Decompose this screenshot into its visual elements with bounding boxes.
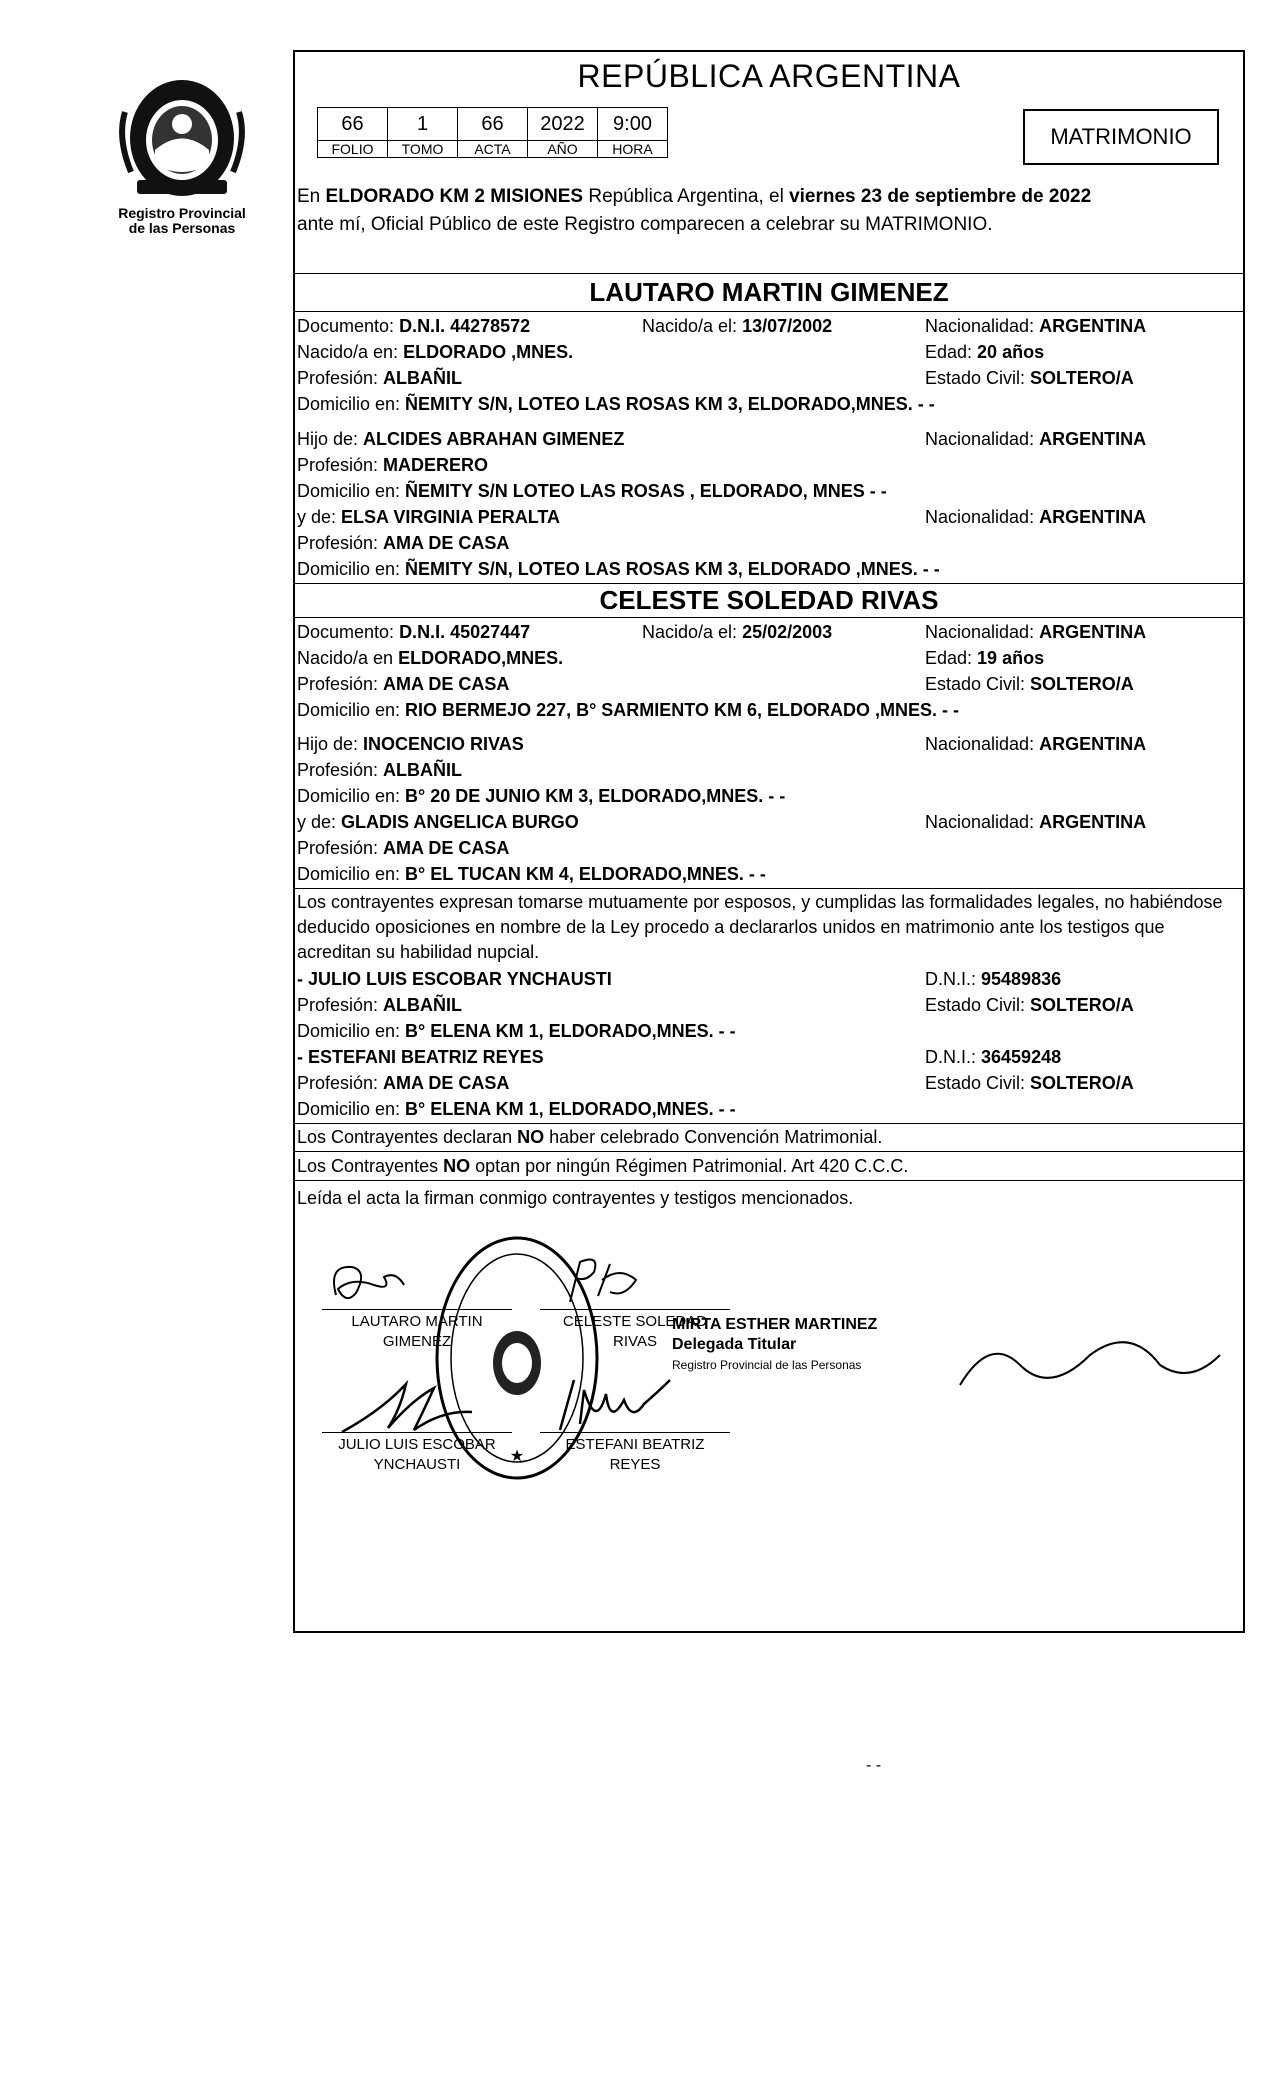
province-logo [110,72,254,236]
spouse1-row-birthplace [297,339,1243,365]
witness1-row-name [297,966,1243,992]
convention-row [297,1124,1243,1150]
spouse2-birthdate: 25/02/2003 [742,622,833,642]
spouse2-civil-status: SOLTERO/A [1030,674,1134,694]
sig-name-l1: CELESTE SOLEDAD [562,1313,708,1330]
spouse1-row-father-addr [297,478,1243,504]
regime-no: NO [443,1156,471,1176]
label: Profesión: [297,1073,384,1093]
label: Domicilio en: [297,864,406,884]
convention-t1: Los Contrayentes declaran [297,1127,518,1147]
official-signature [672,1315,877,1375]
label: Domicilio en: [297,394,406,414]
spouse2-birthplace: ELDORADO,MNES. [398,648,564,668]
witness2-name: - ESTEFANI BEATRIZ REYES [297,1047,544,1067]
witness2-dni: 36459248 [981,1047,1062,1067]
label: Nacionalidad: [925,507,1040,527]
spouse1-name: LAUTARO MARTIN GIMENEZ [589,277,949,307]
spouse1-father-address: ÑEMITY S/N LOTEO LAS ROSAS , ELDORADO, MNES - - [405,481,887,501]
label: Estado Civil: [925,1073,1031,1093]
label: Nacido/a el: [642,316,743,336]
label: Estado Civil: [925,368,1031,388]
divider [295,1180,1243,1181]
label: Hijo de: [297,429,364,449]
spouse2-nationality: ARGENTINA [1039,622,1147,642]
folio-label: FOLIO [318,141,388,158]
witness2-address: B° ELENA KM 1, ELDORADO,MNES. - - [405,1099,736,1119]
spouse2-address: RIO BERMEJO 227, B° SARMIENTO KM 6, ELDORADO ,MNES. - - [405,700,959,720]
spouse1-row-mother-addr [297,556,1243,582]
acta-value: 66 [458,108,528,141]
divider [295,583,1243,584]
regime-t1: Los Contrayentes [297,1156,444,1176]
spouse2-mother-nationality: ARGENTINA [1039,812,1147,832]
spouse2-name: CELESTE SOLEDAD RIVAS [599,585,939,615]
spouse2-row-father [297,731,1243,757]
witness1-civil-status: SOLTERO/A [1030,995,1134,1015]
label: Profesión: [297,455,384,475]
spouse1-mother-address: ÑEMITY S/N, LOTEO LAS ROSAS KM 3, ELDORADO ,MNES. - - [405,559,940,579]
spouse1-dni: D.N.I. 44278572 [399,316,531,336]
spouse2-row-birthplace [297,645,1243,671]
spouse2-father-nationality: ARGENTINA [1039,734,1147,754]
acta-label: ACTA [458,141,528,158]
witness2-row-prof [297,1070,1243,1096]
registry-name [110,206,254,236]
spouse1-mother: ELSA VIRGINIA PERALTA [341,507,561,527]
official-office: Registro Provincial de las Personas [672,1358,862,1372]
sig-name-l1: LAUTARO MARTIN [351,1313,483,1330]
spouse1-civil-status: SOLTERO/A [1030,368,1134,388]
intro-line2: ante mí, Oficial Público de este Registro comparecen a celebrar su MATRIMONIO. [297,214,993,235]
spouse1-row-addr [297,391,1243,417]
witness2-profession: AMA DE CASA [383,1073,510,1093]
spouse1-address: ÑEMITY S/N, LOTEO LAS ROSAS KM 3, ELDORADO,MNES. - - [405,394,935,414]
label: Documento: [297,316,400,336]
spouse2-father: INOCENCIO RIVAS [363,734,524,754]
sig-name-l2: YNCHAUSTI [373,1456,461,1473]
label: Domicilio en: [297,481,406,501]
hour-value: 9:00 [598,108,668,141]
spouse1-row-doc [297,313,1243,339]
signature-official-icon [950,1325,1230,1405]
spouse1-mother-nationality: ARGENTINA [1039,507,1147,527]
spouse1-nationality: ARGENTINA [1039,316,1147,336]
label: Nacionalidad: [925,622,1040,642]
witness2-civil-status: SOLTERO/A [1030,1073,1134,1093]
closing-text: Leída el acta la firman conmigo contrayentes y testigos mencionados. [297,1188,854,1208]
witness1-dni: 95489836 [981,969,1062,989]
year-label: AÑO [528,141,598,158]
sig-name-l1: ESTEFANI BEATRIZ [565,1436,705,1453]
label: Documento: [297,622,400,642]
spouse2-profession: AMA DE CASA [383,674,510,694]
label: Profesión: [297,760,384,780]
spouse2-mother-profession: AMA DE CASA [383,838,510,858]
label: D.N.I.: [925,1047,982,1067]
label: y de: [297,507,342,527]
witness1-row-addr [297,1018,1243,1044]
spouse2-mother-address: B° EL TUCAN KM 4, ELDORADO,MNES. - - [405,864,766,884]
regime-t2: optan por ningún Régimen Patrimonial. Art 420 C.C.C. [470,1156,909,1176]
folio-value: 66 [318,108,388,141]
label: Estado Civil: [925,995,1031,1015]
regime-row [297,1153,1243,1179]
document-type: MATRIMONIO [1023,109,1219,165]
sig-name-l1: JULIO LUIS ESCOBAR [338,1436,496,1453]
convention-no: NO [517,1127,545,1147]
label: Estado Civil: [925,674,1031,694]
registry-stamp-icon [432,1233,602,1483]
spouse1-birthdate: 13/07/2002 [742,316,833,336]
intro-t1: En [297,186,326,207]
witness1-name: - JULIO LUIS ESCOBAR YNCHAUSTI [297,969,612,989]
label: Edad: [925,342,978,362]
spouse2-father-profession: ALBAÑIL [383,760,463,780]
register-table [317,107,668,158]
label: Profesión: [297,838,384,858]
year-value: 2022 [528,108,598,141]
intro-t2: República Argentina, el [583,186,790,207]
spouse1-row-mother-prof [297,530,1243,556]
declaration-text: Los contrayentes expresan tomarse mutuamente por esposos, y cumplidas las formalidades legales, no habiéndose deducido oposiciones en nombre de la Ley procedo a declararlos unidos en matrimonio ante los testigos que acreditan su habilidad nupcial. [297,892,1223,962]
spouse1-mother-profession: AMA DE CASA [383,533,510,553]
registry-line-1: Registro Provincial [118,205,246,221]
spouse1-row-prof [297,365,1243,391]
label: Edad: [925,648,978,668]
spouse2-dni: D.N.I. 45027447 [399,622,531,642]
intro-date: viernes 23 de septiembre de 2022 [789,186,1092,207]
label: Nacionalidad: [925,812,1040,832]
official-name: MIRTA ESTHER MARTINEZ [672,1316,878,1333]
witness1-row-prof [297,992,1243,1018]
registry-line-2: de las Personas [128,220,236,236]
spouse2-row-father-addr [297,783,1243,809]
intro-place: ELDORADO KM 2 MISIONES [325,186,584,207]
label: Profesión: [297,368,384,388]
label: Domicilio en: [297,559,406,579]
label: Profesión: [297,674,384,694]
label: Nacionalidad: [925,429,1040,449]
convention-t2: haber celebrado Convención Matrimonial. [544,1127,883,1147]
label: Nacido/a en [297,648,399,668]
label: Domicilio en: [297,700,406,720]
misiones-shield-icon [117,72,247,202]
stray-marks: - - [866,1757,882,1774]
tomo-value: 1 [388,108,458,141]
witness2-row-name [297,1044,1243,1070]
spouse2-row-father-prof [297,757,1243,783]
divider [295,888,1243,889]
label: Domicilio en: [297,1021,406,1041]
spouse1-row-father [297,426,1243,452]
spouse2-father-address: B° 20 DE JUNIO KM 3, ELDORADO,MNES. - - [405,786,786,806]
intro-text [295,183,1243,239]
label: Profesión: [297,533,384,553]
divider [295,1151,1243,1152]
divider [295,617,1243,618]
label: Profesión: [297,995,384,1015]
closing-row [297,1185,1243,1211]
spouse2-row-doc [297,619,1243,645]
label: D.N.I.: [925,969,982,989]
label: Domicilio en: [297,1099,406,1119]
spouse1-father-profession: MADERERO [383,455,489,475]
witness2-row-addr [297,1096,1243,1122]
svg-text:★: ★ [509,1448,525,1465]
label: Domicilio en: [297,786,406,806]
spouse1-row-father-prof [297,452,1243,478]
hour-label: HORA [598,141,668,158]
spouse2-row-mother-prof [297,835,1243,861]
label: Nacionalidad: [925,316,1040,336]
spouse2-row-prof [297,671,1243,697]
sig-name-l2: RIVAS [613,1333,657,1350]
spouse2-row-mother-addr [297,861,1243,887]
spouse1-father: ALCIDES ABRAHAN GIMENEZ [363,429,625,449]
official-role: Delegada Titular [672,1336,797,1353]
spouse2-age: 19 años [977,648,1045,668]
sig-name-l2: REYES [609,1456,661,1473]
label: Hijo de: [297,734,364,754]
spouse1-father-nationality: ARGENTINA [1039,429,1147,449]
spouse2-mother: GLADIS ANGELICA BURGO [341,812,579,832]
divider [295,311,1243,312]
country-title: REPÚBLICA ARGENTINA [577,58,961,94]
sig-name-l2: GIMENEZ [382,1333,452,1350]
spouse1-age: 20 años [977,342,1045,362]
spouse1-row-mother [297,504,1243,530]
witness1-profession: ALBAÑIL [383,995,463,1015]
spouse1-profession: ALBAÑIL [383,368,463,388]
label: Nacido/a en: [297,342,404,362]
divider [295,273,1243,274]
spouse1-birthplace: ELDORADO ,MNES. [403,342,574,362]
label: Nacionalidad: [925,734,1040,754]
spouse2-row-addr [297,697,1243,723]
label: Nacido/a el: [642,622,743,642]
label: y de: [297,812,342,832]
spouse2-row-mother [297,809,1243,835]
tomo-label: TOMO [388,141,458,158]
witness1-address: B° ELENA KM 1, ELDORADO,MNES. - - [405,1021,736,1041]
